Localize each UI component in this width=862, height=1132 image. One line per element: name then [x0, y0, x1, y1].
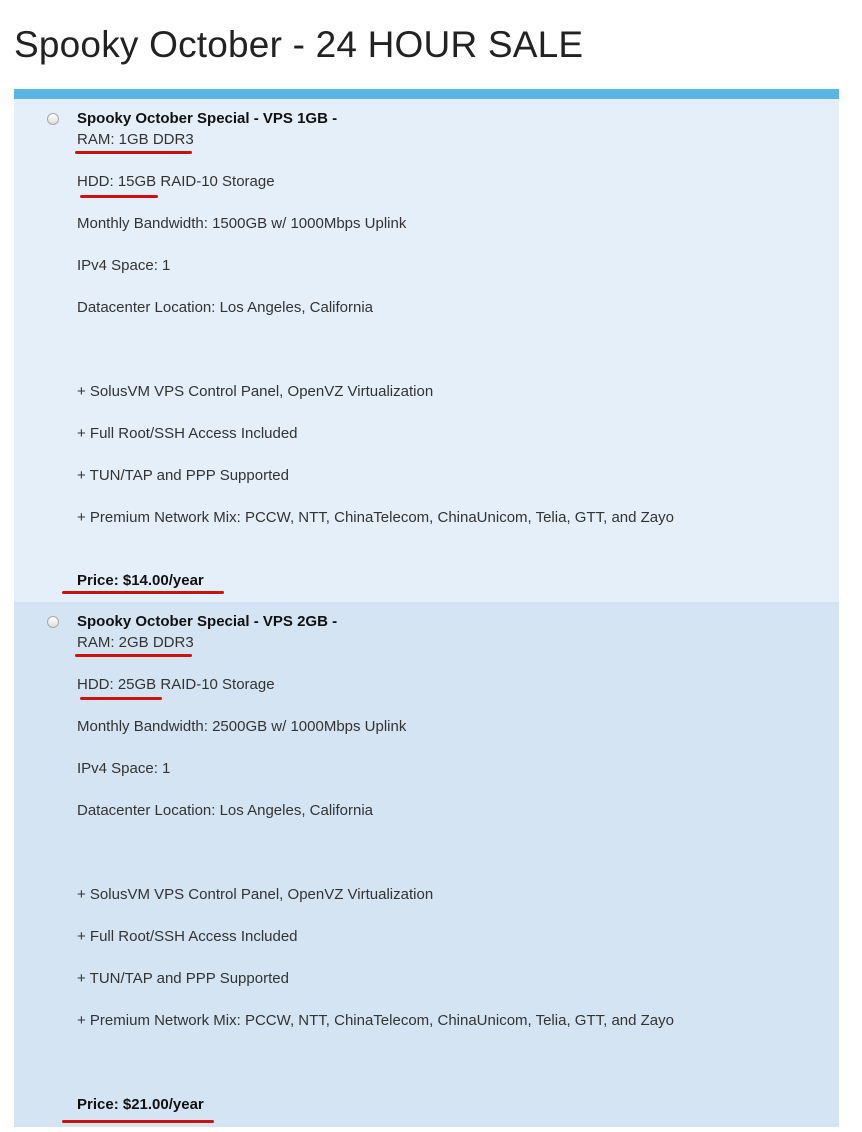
plan-feature: + Premium Network Mix: PCCW, NTT, ChinaTelecom, ChinaUnicom, Telia, GTT, and Zayo — [77, 509, 674, 526]
plan-feature: + TUN/TAP and PPP Supported — [77, 467, 289, 484]
plan-bandwidth: Monthly Bandwidth: 1500GB w/ 1000Mbps Uplink — [77, 215, 407, 232]
plan-feature: + Full Root/SSH Access Included — [77, 425, 298, 442]
plan-ipv4: IPv4 Space: 1 — [77, 760, 171, 777]
plan-ram: RAM: 2GB DDR3 — [77, 634, 194, 651]
plan-ipv4: IPv4 Space: 1 — [77, 257, 171, 274]
page-title: Spooky October - 24 HOUR SALE — [14, 24, 584, 65]
plan-location: Datacenter Location: Los Angeles, California — [77, 802, 374, 819]
plan-price: Price: $14.00/year — [77, 572, 204, 589]
plan-bandwidth: Monthly Bandwidth: 2500GB w/ 1000Mbps Uplink — [77, 718, 407, 735]
plan-radio-button[interactable] — [47, 616, 59, 628]
plan-price: Price: $21.00/year — [77, 1096, 204, 1113]
plan-feature: + SolusVM VPS Control Panel, OpenVZ Virtualization — [77, 886, 434, 903]
plan-hdd: HDD: 15GB RAID-10 Storage — [77, 173, 275, 190]
plan-name: Spooky October Special - VPS 2GB - — [77, 613, 338, 630]
plan-option-vps-2gb[interactable] — [14, 602, 839, 1127]
plan-feature: + Full Root/SSH Access Included — [77, 928, 298, 945]
price-underline-annotation — [62, 591, 224, 594]
plan-feature: + TUN/TAP and PPP Supported — [77, 970, 289, 987]
plan-name: Spooky October Special - VPS 1GB - — [77, 110, 338, 127]
plan-hdd: HDD: 25GB RAID-10 Storage — [77, 676, 275, 693]
plan-location: Datacenter Location: Los Angeles, California — [77, 299, 374, 316]
plan-ram: RAM: 1GB DDR3 — [77, 131, 194, 148]
ram-underline-annotation — [75, 654, 192, 657]
plan-option-vps-1gb[interactable] — [14, 99, 839, 602]
ram-underline-annotation — [75, 151, 192, 154]
hdd-underline-annotation — [80, 697, 162, 700]
hdd-underline-annotation — [80, 195, 158, 198]
price-underline-annotation — [62, 1120, 214, 1123]
plan-radio-button[interactable] — [47, 113, 59, 125]
plan-feature: + Premium Network Mix: PCCW, NTT, ChinaTelecom, ChinaUnicom, Telia, GTT, and Zayo — [77, 1012, 674, 1029]
plan-feature: + SolusVM VPS Control Panel, OpenVZ Virtualization — [77, 383, 434, 400]
accent-bar — [14, 89, 839, 99]
